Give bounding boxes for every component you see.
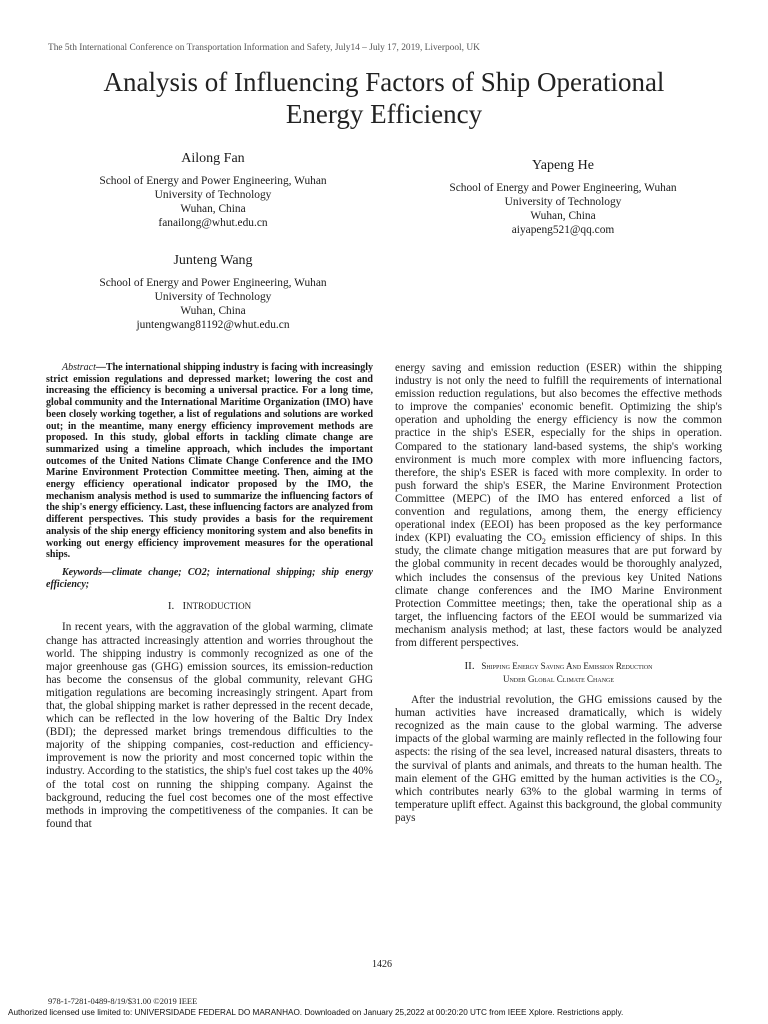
section-title-rest: NTRODUCTION <box>186 601 252 612</box>
license-notice: Authorized licensed use limited to: UNIVERSIDADE FEDERAL DO MARANHAO. Downloaded on January 25,2022 at 00:20:20 UTC from IEEE Xplore. Restrictions apply. <box>8 1008 624 1017</box>
author-affiliation: School of Energy and Power Engineering, Wuhan <box>99 175 327 187</box>
keywords: Keywords—climate change; CO2; international shipping; ship energy efficiency; <box>46 566 373 590</box>
section2-paragraph <box>395 694 722 825</box>
author-affiliation: University of Technology <box>154 189 272 201</box>
abstract <box>46 362 373 561</box>
title-line-2: Energy Efficiency <box>285 99 483 129</box>
author-name: Junteng Wang <box>173 253 253 268</box>
author-location: Wuhan, China <box>180 203 246 215</box>
section-heading-line <box>395 660 722 673</box>
author-block-ailong-fan <box>48 152 378 230</box>
paragraph-text: emission efficiency of ships. In this study, the climate change mitigation measures that are put forward by the global community in recent decades would be thoroughly analyzed, which includes the consensus of the previous key United Nations climate change conferences and the IMO Marine Environment Protection Committee meetings; then, take the operational ship as a target, the influencing factors of the EEOI would be summarized via mechanism analysis method; at last, these factors would be analyzed from different perspectives. <box>395 532 722 649</box>
author-affiliation: School of Energy and Power Engineering, Wuhan <box>99 277 327 289</box>
paragraph-text: , which contributes nearly 63% to the global warming in terms of temperature uplift effect. Against this background, the global community pays <box>395 772 722 824</box>
author-block-yapeng-he <box>398 159 728 237</box>
section-heading-line: Under Global Climate Change <box>502 674 615 685</box>
subscript: 2 <box>715 777 720 787</box>
author-name: Ailong Fan <box>181 151 245 166</box>
title-line-1: Analysis of Influencing Factors of Ship Operational <box>103 67 665 97</box>
author-location: Wuhan, China <box>530 210 596 222</box>
section-number: II. <box>464 660 475 673</box>
section-number: I. <box>167 600 175 613</box>
paragraph-text: energy saving and emission reduction (ESER) within the shipping industry is not only the need to fulfill the requirements of international emission reduction regulations, but also becomes the effective methods to improve the companies' economic benefit. Optimizing the ship's operation and upholding the energy efficiency is now the common practice in the ship's ESER, especially for the ships in operation. Compared to the stationary land-based systems, the ship's working environment is much more complex with more influencing factors, therefore, the ship's ESER is faced with more complexity. In order to push forward the ship's ESER, the Marine Environment Protection Committee (MEPC) of the IMO has entered enforced a list of convention and regulations, among them, the energy efficiency operational index (EEOI) has been proposed as the key performance index (KPI) evaluating the CO <box>395 362 722 545</box>
right-column <box>395 362 722 825</box>
author-affiliation: University of Technology <box>154 291 272 303</box>
section-initial: I <box>182 600 187 613</box>
abstract-text: —The international shipping industry is facing with increasingly strict emission regulations and depressed market; lowering the cost and increasing the efficiency is becoming a universal practice. For a long time, global community and the International Maritime Organization (IMO) have been closely working together, a list of regulations and solutions are worked out; in the meantime, many energy efficiency improvement methods are proposed. In this study, global efforts in tackling climate change are summarized using a timeline approach, which includes the important outcomes of the United Nations Climate Change Conference and the IMO Marine Environment Protection Committee meeting. Then, aiming at the energy efficiency operational indicator proposed by the IMO, the mechanism analysis method is used to summarize the influencing factors of the ship's energy efficiency. Last, these influencing factors are analyzed from different perspectives. This study provides a basis for the requirement analysis of the ship energy efficiency monitoring system and also benefits in working out energy efficiency improvement measures for the operational ships. <box>46 362 373 561</box>
left-column <box>46 362 373 831</box>
author-block-junteng-wang <box>48 254 378 332</box>
paragraph-text: After the industrial revolution, the GHG emissions caused by the human activities have increased dramatically, which is widely recognized as the main cause to the global warming. The adverse impacts of the global warming are mainly reflected in the following four aspects: the rising of the sea level, increased natural disasters, threats to the survival of plants and animals, and threats to the human health. The main element of the GHG emitted by the human activities is the CO <box>395 694 722 785</box>
author-email: juntengwang81192@whut.edu.cn <box>136 319 290 331</box>
section-heading-shipping <box>395 660 722 686</box>
author-affiliation: University of Technology <box>504 196 622 208</box>
author-affiliation: School of Energy and Power Engineering, Wuhan <box>449 182 677 194</box>
conference-header: The 5th International Conference on Transportation Information and Safety, July14 – July 17, 2019, Liverpool, UK <box>48 43 480 53</box>
section-heading-introduction <box>46 600 373 613</box>
author-name: Yapeng He <box>532 158 594 173</box>
subscript: 2 <box>541 537 546 547</box>
paper-title <box>0 66 768 130</box>
introduction-paragraph: In recent years, with the aggravation of the global warming, climate change has attracted increasingly attention and worries throughout the world. The shipping industry is commonly recognized as one of the major greenhouse gas (GHG) emission sources, its emission-reduction has become the consensus of the global community, relevant GHG mitigation regulations are becoming increasingly stringent. Apart from that, the global shipping market is rather depressed in the recent decade, which can be reflected in the low hovering of the Baltic Dry Index (BDI); the depressed market brings tremendous difficulties to the majority of the shipping companies, cost-reduction and efficiency-improvement is now the priority and most concerned topic within the industry. According to the statistics, the ship's fuel cost takes up the 40% of the total cost on running the shipping company. Against the background, reducing the fuel cost becomes one of the most effective methods in improving the competitiveness of the companies. It can be found that <box>46 621 373 830</box>
author-email: fanailong@whut.edu.cn <box>158 217 268 229</box>
author-location: Wuhan, China <box>180 305 246 317</box>
author-email: aiyapeng521@qq.com <box>511 224 615 236</box>
section-title: Shipping Energy Saving And Emission Reduction <box>481 661 653 672</box>
page-number: 1426 <box>372 959 392 970</box>
abstract-label: Abstract <box>62 362 96 373</box>
isbn-line: 978-1-7281-0489-8/19/$31.00 ©2019 IEEE <box>48 996 198 1006</box>
introduction-continued-paragraph <box>395 362 722 650</box>
